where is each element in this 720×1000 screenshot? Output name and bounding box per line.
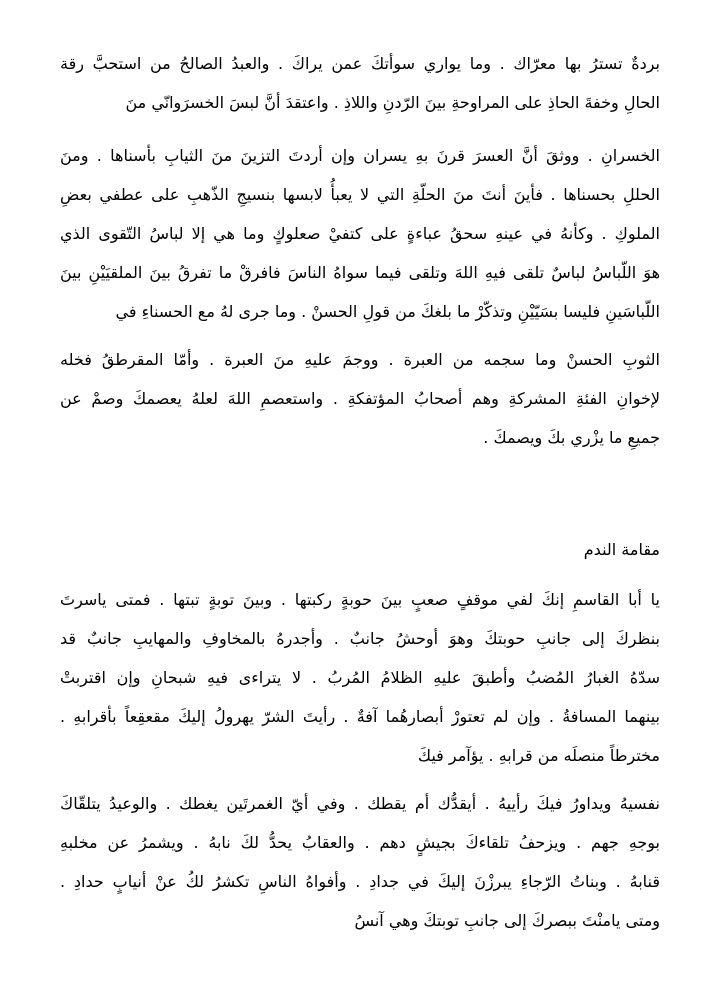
paragraph-5 (60, 784, 660, 940)
text-line: اللّباسَينِ فليسا بسَيّيْنِ وتذكّرْ ما بلغكَ من قولِ الحسنْ . وما جرى لهُ مع الحسناءِ في (115, 302, 660, 321)
text-line: بينهما المسافةُ . وإن لم تعتورْ أبصارهُما آفةٌ . رأيتَ الشرّ يهرولُ إليكَ مقعقِعاً بأقرابهِ . (60, 707, 660, 726)
section-heading: مقامة الندم (583, 540, 660, 559)
text-line: ومتى يامنْتَ ببصركَ إلى جانبِ توبتكَ وهي آنسُ (354, 911, 660, 930)
paragraph-1 (60, 44, 660, 122)
text-line: الخسرانِ . ووثقَ أنَّ العسرَ قرنَ بهِ يسران وإن أردتَ التزينَ منَ الثيابِ بأسناها . ومنَ (60, 146, 660, 165)
text-line: الحالِ وخفةَ الحاذِ على المراوحةِ بينَ الرّدنِ واللاذِ . واعتقدَ أنَّ لبسَ الخسرَوانّي منَ (125, 93, 660, 112)
text-line: يا أبا القاسمِ إنكَ لفي موقفٍ صعبٍ بينَ حوبةٍ ركبتها . وبينَ توبةٍ تبتها . فمتى ياسرتَ (60, 590, 660, 609)
text-line: بردةٌ تسترُ بها معرّاك . وما يواري سوأتكَ عمن يراكَ . والعبدُ الصالحُ من استحبَّ رقة (60, 54, 660, 73)
text-line: نفسيهُ ويداورُ فيكَ رأييهُ . أيقدُّك أم يقطك . وفي أيّ الغمرتَين يغطك . والوعيدُ يتلقّاكَ (60, 794, 660, 813)
text-line: الثوبِ الحسنْ وما سجمه من العبرة . ووجمَ عليهِ منَ العبرة . وأمّا المقرطقُ فخله (60, 350, 660, 369)
text-line: بنظركَ إلى جانبِ حوبتكَ وهوَ أوحشُ جانبٌ . وأجدرهُ بالمخاوفِ والمهايبِ جانبٌ قد (60, 629, 660, 648)
text-line: مخترطاً منصلَه من قرابهِ . يؤآمر فيكَ (417, 746, 660, 765)
text-line: جميعِ ما يزْري بكَ ويصمكَ . (483, 428, 660, 447)
text-line: لإخوانِ الفئةِ المشركةِ وهم أصحابُ المؤتفكةِ . واستعصمِ اللهَ لعلهُ يعصمكَ وصمْ عن (60, 389, 660, 408)
paragraph-3 (60, 340, 660, 457)
text-line: بوجهِ جهم . ويزحفُ تلقاءكَ بجيشٍ دهم . والعقابُ يحدُّ لكَ نابهُ . ويشمرُ عن مخلبهِ (60, 833, 660, 852)
text-line: قنابهُ . وبناتُ الرّجاءِ يبرزْنَ إليكَ في جدادِ . وأفواهُ الناسِ تكشرُ لكُ عنْ أنيابٍ حدادِ . (60, 872, 660, 891)
text-line: سدّهُ الغبارُ المُضبُ وأطبقَ عليهِ الظلامُ المُربُ . لا يتراءى فيهِ شبحانِ وإن اقتربتْ (60, 668, 660, 687)
text-line: الحللِ بحسناها . فأينَ أنتَ منَ الحلّةِ التي لا يعبأُ لابسها بنسيجِ الذّهبِ على عطفي بعضِ (60, 185, 660, 204)
text-line: هوَ اللّباسُ لباسٌ تلقى فيهِ اللهَ وتلقى فيما سواهُ الناسَ فافرقْ ما تفرقُ بينَ الملقيَيْنِ بينَ (60, 263, 660, 282)
text-line: الملوكِ . وكأنهُ في عينهِ سحقُ عباءةٍ على كتفيْ صعلوكٍ وما هي إلا لباسُ التّقوى الذي (60, 224, 660, 243)
paragraph-4 (60, 580, 660, 775)
paragraph-2 (60, 136, 660, 331)
